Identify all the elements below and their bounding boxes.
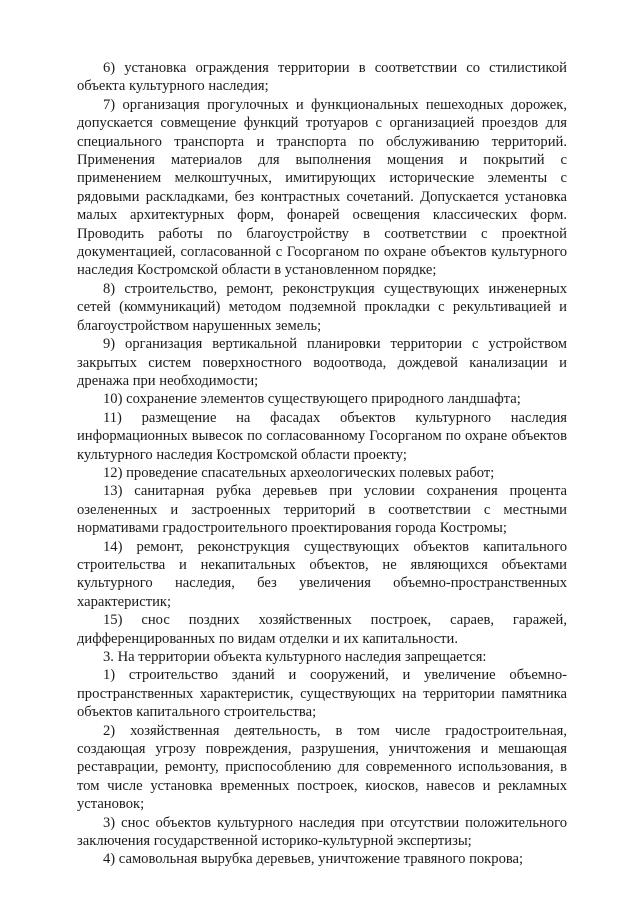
prohibited-item-1: 1) строительство зданий и сооружений, и увеличение объемно-пространственных характеристик, существующих на территории памятника объектов капитального строительства;: [77, 667, 567, 721]
paragraph-item-15: 15) снос поздних хозяйственных построек, сараев, гаражей, дифференцированных по видам отделки и их капитальности.: [77, 612, 567, 647]
paragraph-item-6: 6) установка ограждения территории в соответствии со стилистикой объекта культурного наследия;: [77, 60, 567, 95]
section-heading-3: 3. На территории объекта культурного наследия запрещается:: [103, 649, 487, 665]
document-page: [77, 59, 567, 869]
paragraph-item-10: 10) сохранение элементов существующего природного ландшафта;: [103, 391, 521, 408]
paragraph-item-13: 13) санитарная рубка деревьев при условии сохранения процента озелененных и застроенных территорий в соответствии с местными нормативами градостроительного проектирования города Костромы;: [77, 483, 567, 537]
paragraph-item-12: 12) проведение спасательных археологических полевых работ;: [103, 464, 495, 481]
paragraph-item-7: 7) организация прогулочных и функциональных пешеходных дорожек, допускается совмещение функций тротуаров с организацией проездов для специального транспорта и транспорта по обслуживанию территорий. Применения материалов для выполнения мощения и покрытий с применением мелкоштучных, имитирующих исторические элементы с рядовыми раскладками, без контрастных сочетаний. Допускается установка малых архитектурных форм, фонарей освещения классических форм. Проводить работы по благоустройству в соответствии с проектной документацией, согласованной с Госорганом по охране объектов культурного наследия Костромской области в установленном порядке;: [77, 96, 567, 279]
paragraph-item-8: 8) строительство, ремонт, реконструкция существующих инженерных сетей (коммуникаций) методом подземной прокладки с рекультивацией и благоустройством нарушенных земель;: [77, 280, 567, 334]
paragraph-item-9: 9) организация вертикальной планировки территории с устройством закрытых систем поверхностного водоотвода, дождевой канализации и дренажа при необходимости;: [77, 336, 567, 389]
prohibited-item-2: 2) хозяйственная деятельность, в том числе градостроительная, создающая угрозу повреждения, разрушения, уничтожения и мешающая реставрации, ремонту, приспособлению для современного использования, в том числе установка временных построек, киосков, навесов и рекламных установок;: [77, 722, 567, 813]
paragraph-item-14: 14) ремонт, реконструкция существующих объектов капитального строительства и некапитальных объектов, не являющихся объектами культурного наследия, без увеличения объемно-пространственных характеристик;: [77, 538, 567, 610]
paragraph-item-11: 11) размещение на фасадах объектов культурного наследия информационных вывесок по согласованному Госорганом по охране объектов культурного наследия Костромской области проекту;: [77, 409, 567, 463]
prohibited-item-4: 4) самовольная вырубка деревьев, уничтожение травяного покрова;: [103, 851, 524, 868]
prohibited-item-3: 3) снос объектов культурного наследия при отсутствии положительного заключения государственной историко-культурной экспертизы;: [77, 814, 567, 850]
